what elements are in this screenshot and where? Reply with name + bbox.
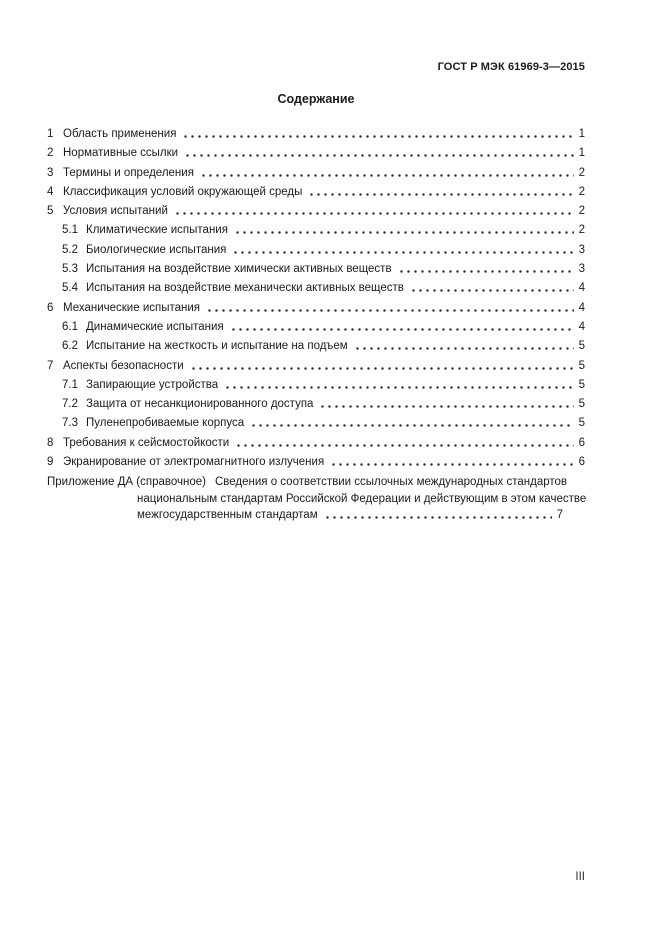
- toc-entry-page: 6: [578, 436, 585, 449]
- toc-entry-page: 5: [578, 340, 585, 353]
- toc-entry: [47, 318, 585, 337]
- dot-leader: [308, 193, 574, 196]
- folio-page-number: III: [575, 871, 585, 883]
- toc-entry-number: 5.3: [62, 263, 78, 276]
- toc-entry-page: 5: [578, 398, 585, 411]
- dot-leader: [410, 289, 574, 292]
- dot-leader: [190, 367, 574, 370]
- toc-entry-number: 5.2: [62, 243, 78, 256]
- toc-entry-page: 2: [578, 185, 585, 198]
- toc-entry-page: 6: [578, 456, 585, 469]
- toc-entry-label: Условия испытаний: [63, 205, 168, 218]
- appendix-page: 7: [556, 509, 563, 522]
- toc-entry-label: Классификация условий окружающей среды: [63, 185, 303, 198]
- toc-entry-page: 2: [578, 224, 585, 237]
- toc-entry-number: 7: [47, 359, 54, 372]
- toc-entry-label: Биологические испытания: [86, 243, 227, 256]
- toc-entry: [47, 125, 585, 144]
- toc-entry-number: 7.2: [62, 398, 78, 411]
- toc-entry-number: 5: [47, 205, 54, 218]
- toc-entry-label: Защита от несанкционированного доступа: [86, 398, 314, 411]
- toc-entry: [47, 260, 585, 279]
- toc-entry-page: 1: [578, 147, 585, 160]
- dot-leader: [398, 270, 574, 273]
- toc-entry-label: Требования к сейсмостойкости: [63, 436, 230, 449]
- toc-entry: [47, 183, 585, 202]
- toc-entry-label: Климатические испытания: [86, 224, 228, 237]
- dot-leader: [224, 386, 574, 389]
- toc-entry-number: 1: [47, 128, 54, 140]
- toc-entry-number: 3: [47, 166, 54, 179]
- toc-entry-page: 2: [578, 205, 585, 218]
- toc-entry-number: 8: [47, 436, 54, 449]
- toc-entry: [47, 241, 585, 260]
- toc-entry-page: 4: [578, 320, 585, 333]
- toc-entry: [47, 337, 585, 356]
- toc-entry-label: Область применения: [63, 128, 177, 140]
- document-code: ГОСТ Р МЭК 61969-3—2015: [437, 61, 585, 73]
- dot-leader: [174, 212, 574, 215]
- toc-entry-page: 5: [578, 417, 585, 430]
- toc-entry-label: Механические испытания: [63, 301, 201, 314]
- toc-entry-number: 5.1: [62, 224, 78, 237]
- toc-entry-label: Испытания на воздействие механически активных веществ: [86, 282, 404, 295]
- dot-leader: [250, 424, 574, 427]
- toc-entry: [47, 279, 585, 298]
- toc-entry: [47, 164, 585, 183]
- toc-entry-label: Экранирование от электромагнитного излучения: [63, 456, 325, 469]
- appendix-entry: [47, 474, 585, 524]
- toc-entry-page: 1: [578, 128, 585, 140]
- toc-entry: [47, 434, 585, 453]
- toc-entry: [47, 202, 585, 221]
- dot-leader: [319, 405, 574, 408]
- dot-leader: [324, 516, 552, 519]
- toc-entry: [47, 453, 585, 472]
- toc-entry-label: Динамические испытания: [86, 320, 224, 333]
- toc-entry-number: 4: [47, 185, 54, 198]
- toc-entry-number: 2: [47, 147, 54, 160]
- appendix-text-line3: межгосударственным стандартам: [137, 509, 318, 522]
- toc-entry-label: Испытание на жесткость и испытание на подъем: [86, 340, 348, 353]
- toc-entry-label: Аспекты безопасности: [63, 359, 184, 372]
- dot-leader: [330, 463, 574, 466]
- table-of-contents: [47, 125, 585, 472]
- toc-entry: [47, 221, 585, 240]
- appendix-prefix: Приложение ДА (справочное): [47, 476, 206, 488]
- dot-leader: [206, 309, 574, 312]
- toc-entry-page: 2: [578, 166, 585, 179]
- dot-leader: [182, 135, 574, 138]
- toc-entry-page: 3: [578, 263, 585, 276]
- toc-entry-number: 6.1: [62, 320, 78, 333]
- toc-entry-label: Испытания на воздействие химически активных веществ: [86, 263, 392, 276]
- toc-entry-number: 9: [47, 456, 54, 469]
- toc-entry-page: 3: [578, 243, 585, 256]
- toc-entry-number: 7.3: [62, 417, 78, 430]
- toc-entry: [47, 395, 585, 414]
- toc-entry: [47, 376, 585, 395]
- toc-entry: [47, 414, 585, 433]
- page-title: Содержание: [277, 92, 355, 106]
- toc-entry-page: 4: [578, 282, 585, 295]
- toc-entry-label: Термины и определения: [63, 166, 194, 179]
- dot-leader: [235, 444, 574, 447]
- toc-entry-page: 4: [578, 301, 585, 314]
- dot-leader: [200, 174, 574, 177]
- toc-entry: [47, 144, 585, 163]
- toc-entry-number: 6.2: [62, 340, 78, 353]
- dot-leader: [184, 154, 574, 157]
- appendix-text-line1: Сведения о соответствии ссылочных международных стандартов: [214, 476, 568, 488]
- dot-leader: [354, 347, 574, 350]
- toc-entry-label: Запирающие устройства: [86, 378, 219, 391]
- toc-entry: [47, 299, 585, 318]
- toc-entry-label: Нормативные ссылки: [63, 147, 179, 160]
- dot-leader: [230, 328, 574, 331]
- toc-entry-number: 7.1: [62, 378, 78, 391]
- toc-entry-number: 6: [47, 301, 54, 314]
- appendix-text-line2: национальным стандартам Российской Федерации и действующим в этом качестве: [137, 492, 587, 505]
- toc-entry-label: Пуленепробиваемые корпуса: [86, 417, 245, 430]
- toc-entry-page: 5: [578, 378, 585, 391]
- toc-entry: [47, 357, 585, 376]
- toc-entry-page: 5: [578, 359, 585, 372]
- dot-leader: [232, 251, 574, 254]
- toc-entry-number: 5.4: [62, 282, 78, 295]
- dot-leader: [234, 231, 574, 234]
